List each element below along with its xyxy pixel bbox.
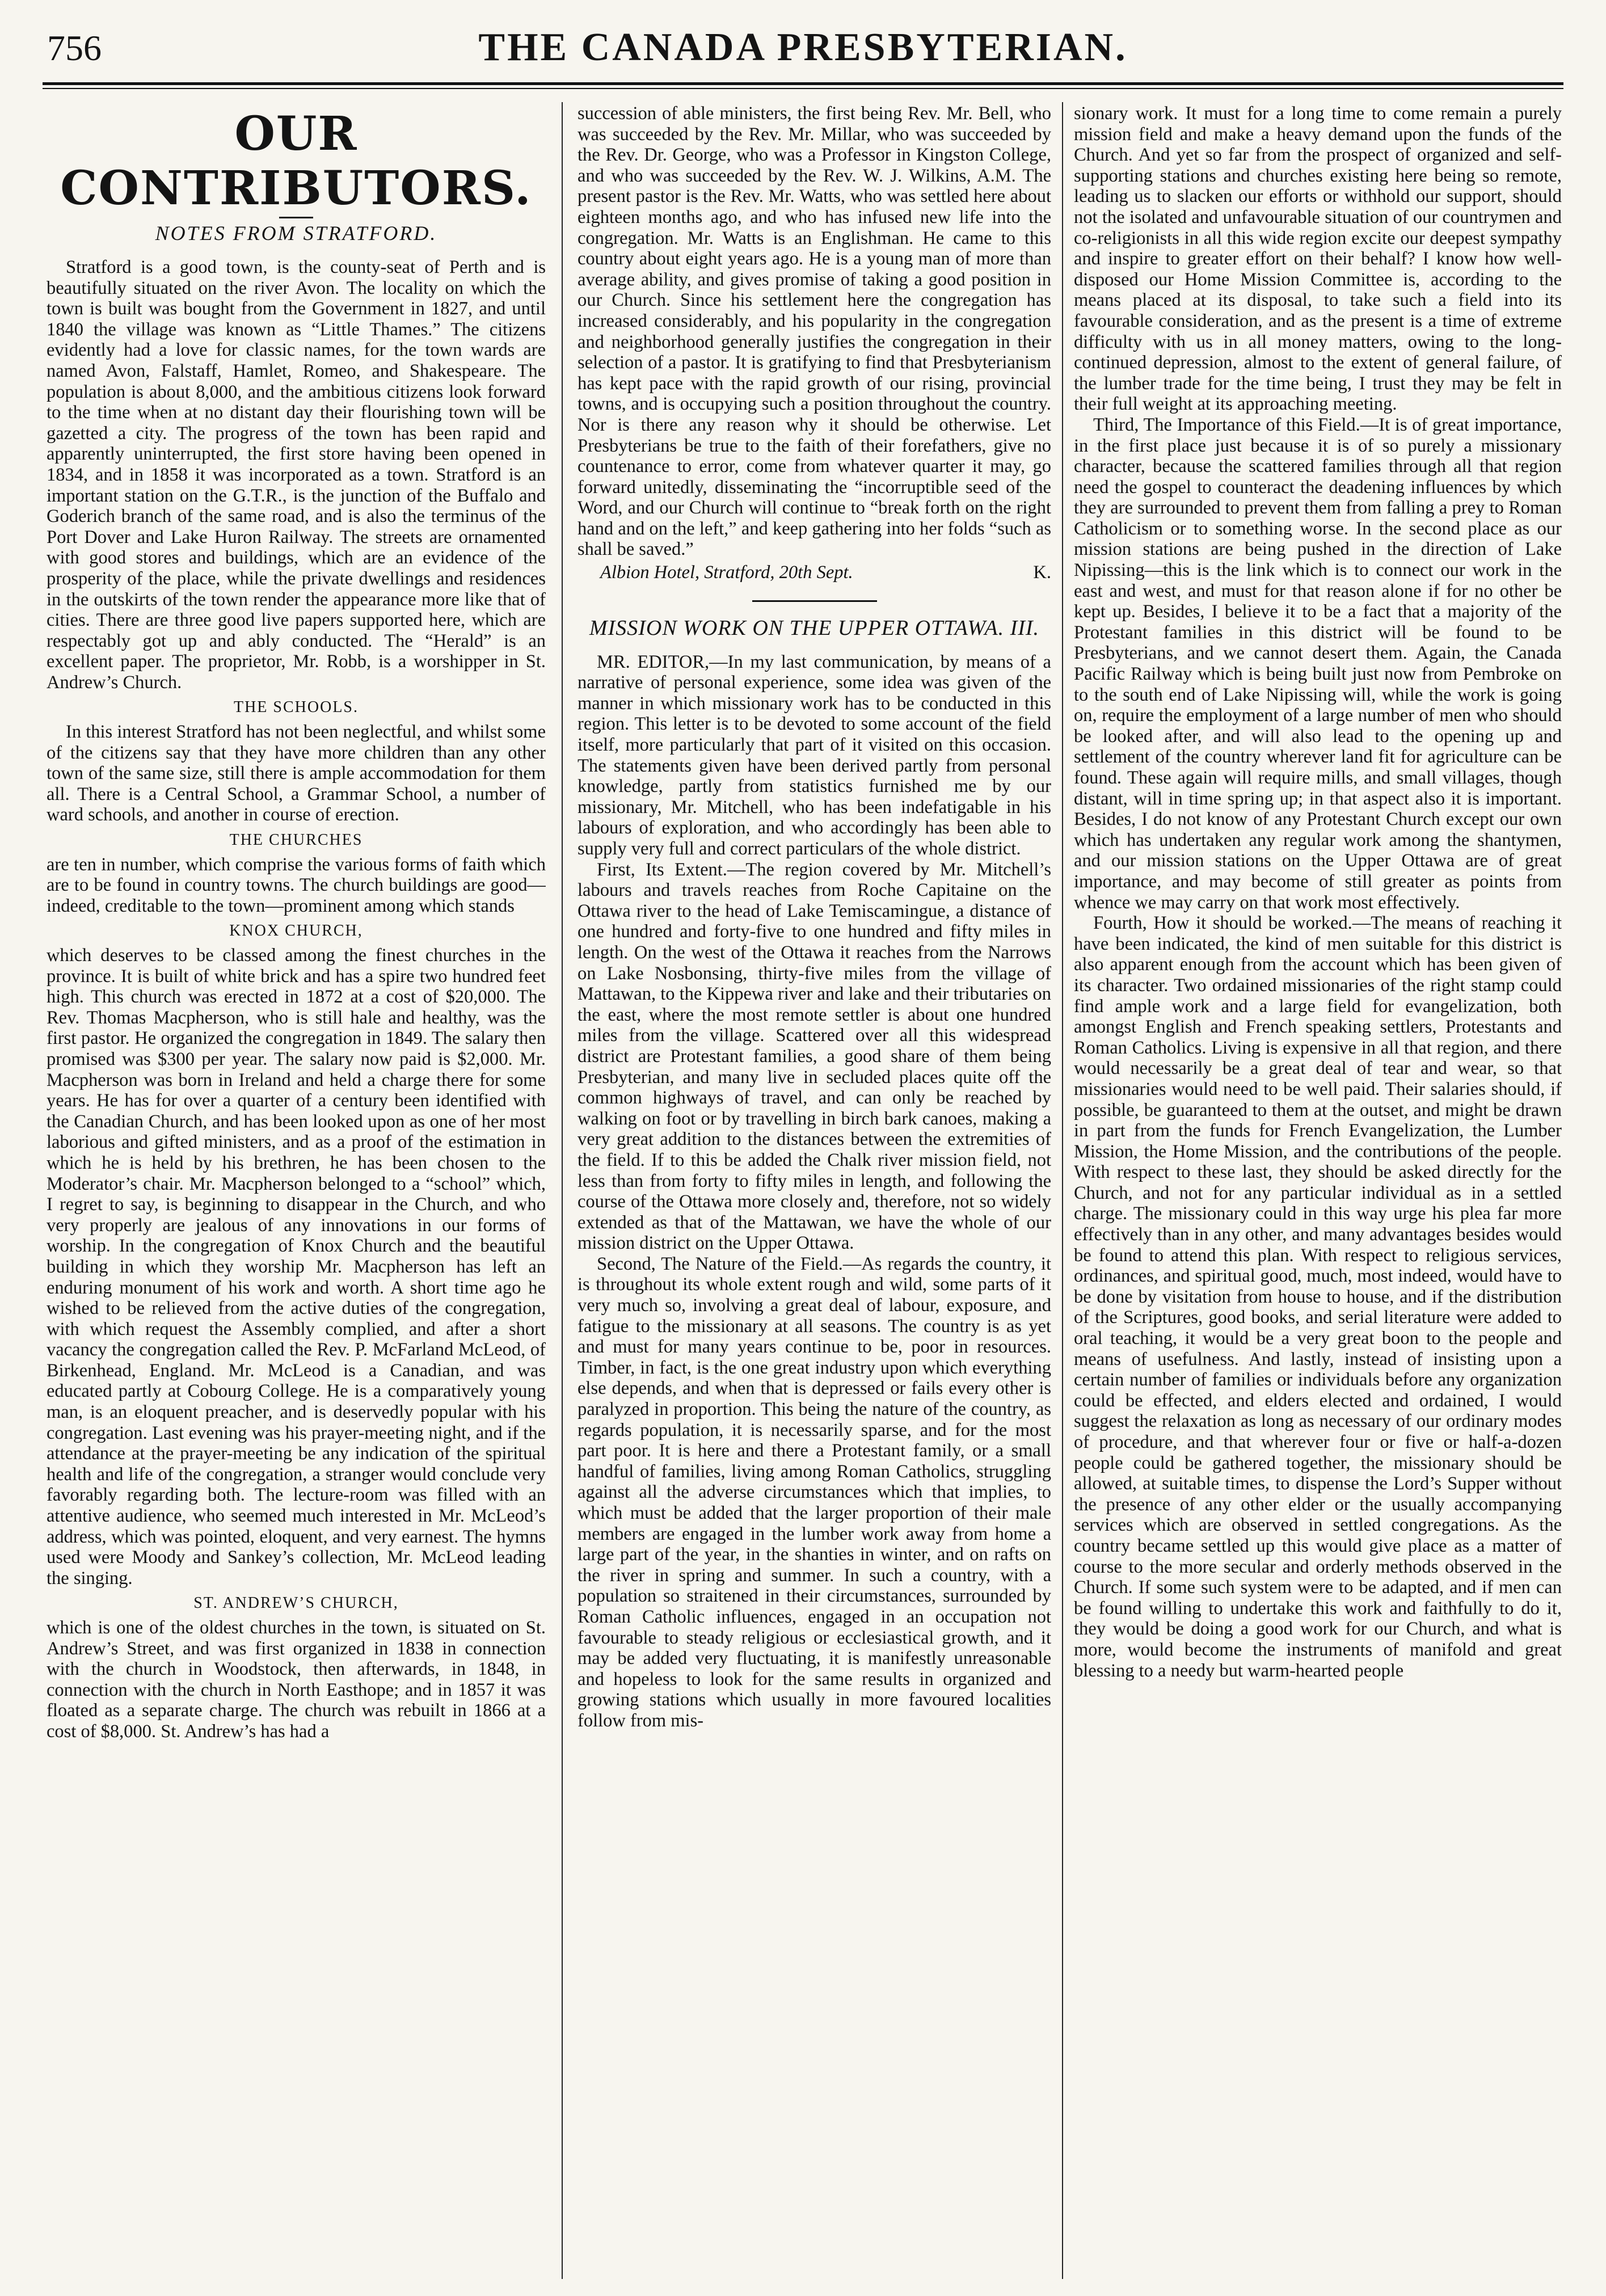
article-separator	[752, 600, 877, 602]
column-1	[47, 103, 546, 2276]
banner-rule	[279, 217, 313, 218]
paragraph: succession of able ministers, the first being Rev. Mr. Bell, who was succeeded by the Rev. Mr. Millar, who was succeeded by the Rev. Dr. George, who was a Professor in Kingston College, and who was succeeded by the Rev. W. J. Wilkins, A.M. The present pastor is the Rev. Mr. Watts, who was settled here about eighteen months ago, and who has infused new life into the congregation. Mr. Watts is an Englishman. He came to this country about eight years ago. He is a young man of more than average ability, and gives promise of taking a good position in our Church. Since his settlement here the congregation has increased considerably, and his popularity in the congregation and neighborhood generally justifies the congregation in their selection of a pastor. It is gratifying to find that Presbyterianism has kept pace with the rapid growth of our rising, provincial towns, and is occupying such a position throughout the country. Nor is there any reason why it should be otherwise. Let Presbyterians be true to the faith of their forefathers, give no countenance to error, come from whatever quarter it may, go forward unitedly, disseminating the “incorruptible seed of the Word, and our Church will continue to “break forth on the right hand and on the left,” and keep gathering into her folds “such as shall be saved.”	[578, 103, 1051, 560]
subheading: ST. ANDREW’S CHURCH,	[193, 1594, 399, 1612]
article-title: MISSION WORK ON THE UPPER OTTAWA. III.	[589, 616, 1040, 640]
paragraph: are ten in number, which comprise the various forms of faith which are to be found in country towns. The church buildings are good—indeed, creditable to the town—prominent among which stands	[47, 854, 546, 916]
section-banner: OUR CONTRIBUTORS.	[60, 107, 532, 216]
page-header	[43, 16, 1563, 78]
subheading: THE CHURCHES	[229, 831, 363, 849]
header-rule-thin	[43, 88, 1563, 89]
signature-place: Albion Hotel, Stratford, 20th Sept.	[600, 562, 853, 583]
signature-initial: K.	[1033, 562, 1051, 583]
column-3	[1074, 103, 1562, 2276]
paragraph: which deserves to be classed among the finest churches in the province. It is built of white brick and has a spire two hundred feet high. This church was erected in 1872 at a cost of $20,000. The Rev. Thomas Macpherson, who is still hale and healthy, was the first pastor. He organized the congregation in 1849. The salary then promised was $300 per year. The salary now paid is $2,000. Mr. Macpherson was born in Ireland and held a charge there for some years. He has for over a quarter of a century been identified with the Canadian Church, and has been looked upon as one of her most laborious and gifted ministers, and as a proof of the estimation in which he is held by his brethren, he has been chosen to the Moderator’s chair. Mr. Macpherson belonged to a “school” which, I regret to say, is beginning to disappear in the Church, and who very properly are jealous of any innovations in our forms of worship. In the congregation of Knox Church and the beautiful building in which they worship Mr. Macpherson has left an enduring monument of his work and worth. A short time ago he wished to be relieved from the active duties of the congregation, with which request the Assembly complied, and after a short vacancy the congregation called the Rev. P. McFarland McLeod, of Birkenhead, England. Mr. McLeod is a Canadian, and was educated partly at Cobourg College. He is a comparatively young man, is an eloquent preacher, and is deservedly popular with his congregation. Last evening was his prayer-meeting night, and if the attendance at the prayer-meeting be any indication of the spiritual health and life of the congregation, a stranger would conclude very favorably regarding both. The lecture-room was filled with an attentive audience, who seemed much interested in Mr. McLeod’s address, which was pointed, eloquent, and very earnest. The hymns used were Moody and Sankey’s collection, Mr. McLeod leading the singing.	[47, 945, 546, 1589]
article-title: NOTES FROM STRATFORD.	[155, 222, 437, 245]
paragraph: Second, The Nature of the Field.—As regards the country, it is throughout its whole extent rough and wild, some parts of it very much so, involving a great deal of labour, exposure, and fatigue to the missionary at all seasons. The country is as yet and must for many years continue to be, poor in resources. Timber, in fact, is the one great industry upon which everything else depends, and when that is depressed or fails every other is paralyzed in proportion. This being the nature of the country, as regards population, it is necessarily sparse, and for the most part poor. It is here and there a Protestant family, or a small handful of families, living among Roman Catholics, struggling against all the adverse circumstances which that implies, to which must be added that the larger proportion of their male members are engaged in the lumber work away from home a large part of the year, in the shanties in winter, and on rafts on the river in spring and summer. In such a country, with a population so straitened in their circumstances, surrounded by Roman Catholic influences, engaged in an occupation not favourable to steady religious or ecclesiastical growth, and it may be added very fluctuating, it is manifestly unreasonable and hopeless to look for the same results in organized and growing stations which usually in more favoured localities follow from mis-	[578, 1253, 1051, 1731]
paragraph: Fourth, How it should be worked.—The means of reaching it have been indicated, the kind of men suitable for this district is also apparent enough from the account which has been given of its character. Two ordained missionaries of the right stamp could find ample work and a large field for evangelization, both amongst English and French speaking settlers, Protestants and Roman Catholics. Living is expensive in all that region, and there would necessarily be a great deal of tear and wear, so that missionaries would need to be well paid. Their salaries should, if possible, be guaranteed to them at the outset, and might be drawn in part from the funds for French Evangelization, the Lumber Mission, the Home Mission, and the contributions of the people. With respect to these last, they should be asked directly for the Church, and not for any particular individual as in a settled charge. The missionary could in this way urge his plea far more effectively than in any other, and many advantages besides would be found to attend this plan. With respect to religious services, ordinances, and spiritual good, much, most indeed, would have to be done by visitation from house to house, and if the distribution of the Scriptures, good books, and serial literature were added to oral teaching, it would be a very great boon to the people and means of usefulness. And lastly, instead of insisting upon a certain number of families or individuals before any organization could be effected, and elders elected and ordained, I would suggest the relaxation as long as necessary of our ordinary modes of procedure, and that wherever four or five or half-a-dozen people could be gathered together, the missionary should be allowed, at suitable times, to dispense the Lord’s Supper without the presence of any other elder or the usually accompanying services which are observed in settled congregations. As the country became settled up this would give place as a matter of course to the more secular and orderly methods observed in the Church. If some such system were to be adapted, and if men can be found willing to undertake this work and faithfully to do it, they would be doing a good work for our Church, and what is more, would become the instruments of manifold and great blessing to a needy but warm-hearted people	[1074, 913, 1562, 1681]
column-2	[578, 103, 1051, 2276]
signature-row	[600, 562, 1051, 583]
column-divider	[1062, 102, 1063, 2279]
paragraph: sionary work. It must for a long time to come remain a purely mission field and make a heavy demand upon the funds of the Church. And yet so far from the prospect of organized and self-supporting stations and churches existing here being so remote, leading us to slacken our efforts or withhold our support, should not the isolated and unfavourable situation of our countrymen and co-religionists in all this wide region excite our deepest sympathy and inspire to greater effort on their behalf? I know how well-disposed our Home Mission Committee is, according to the means placed at its disposal, to take such a field into its favourable consideration, and as the present is a time of extreme difficulty with us in all money matters, owing to the long-continued depression, almost to the extent of general failure, of the lumber trade for the time being, I trust they may be felt in their full weight at its approaching meeting.	[1074, 103, 1562, 415]
subheading: THE SCHOOLS.	[233, 698, 359, 717]
column-divider	[562, 102, 563, 2279]
paragraph: In this interest Stratford has not been neglectful, and whilst some of the citizens say that they have more children than any other town of the same size, still there is ample accommodation for them all. There is a Central School, a Grammar School, a number of ward schools, and another in course of erection.	[47, 722, 546, 825]
subheading: KNOX CHURCH,	[229, 922, 363, 940]
masthead-title: THE CANADA PRESBYTERIAN.	[478, 26, 1128, 69]
paragraph: Stratford is a good town, is the county-seat of Perth and is beautifully situated on the river Avon. The locality on which the town is built was bought from the Government in 1827, and until 1840 the village was known as “Little Thames.” The citizens evidently had a love for classic names, for the town wards are named Avon, Falstaff, Hamlet, Romeo, and Shakespeare. The population is about 8,000, and the ambitious citizens look forward to the time when at no distant day their flourishing town will be gazetted a city. The progress of the town has been rapid and apparently uninterrupted, the first store having been opened in 1834, and in 1858 it was incorporated as a town. Stratford is an important station on the G.T.R., is the junction of the Buffalo and Goderich branch of the same road, and is also the terminus of the Port Dover and Lake Huron Railway. The streets are ornamented with good stores and buildings, which are an evidence of the prosperity of the place, while the private dwellings and residences in the outskirts of the town render the appearance more like that of cities. There are three good live papers supported here, which are respectably got up and ably conducted. The “Herald” is an excellent paper. The proprietor, Mr. Robb, is a worshipper in St. Andrew’s Church.	[47, 257, 546, 693]
paragraph: which is one of the oldest churches in the town, is situated on St. Andrew’s Street, and was first organized in 1838 in connection with the church in Woodstock, then afterwards, in 1848, in connection with the church in North Easthope; and in 1857 it was floated as a separate charge. The church was rebuilt in 1866 at a cost of $8,000. St. Andrew’s has had a	[47, 1617, 546, 1742]
page-number: 756	[47, 28, 102, 68]
paragraph: Third, The Importance of this Field.—It is of great importance, in the first place just because it is of so purely a missionary character, because the scattered families through all that region need the gospel to counteract the deadening influences by which they are surrounded to prevent them from falling a prey to Roman Catholicism or to something worse. In the second place as our mission stations are being pushed in the direction of Lake Nipissing—this is the link which is to connect our work in the east and west, and must for that reason alone if for no other be kept up. Besides, I believe it to be a fact that a majority of the Protestant families in this district will be found to be Presbyterians, and we cannot desert them. Again, the Canada Pacific Railway which is being built just now from Pembroke on to the south end of Lake Nipissing will, while the work is going on, require the employment of a large number of men who should be looked after, and will also lead to the opening up and settlement of the country wherever land fit for agriculture can be found. These again will require mills, and small villages, though distant, will in time spring up; in that aspect also it is important. Besides, I do not know of any Protestant Church except our own which has undertaken any regular work among the shantymen, and our mission stations on the Upper Ottawa are of great importance, and may become of still greater as points from whence we may carry on that work most effectively.	[1074, 414, 1562, 913]
header-rule-thick	[43, 82, 1563, 85]
paragraph: MR. EDITOR,—In my last communication, by means of a narrative of personal experience, some idea was given of the manner in which missionary work has to be conducted in this region. This letter is to be devoted to some account of the field itself, more particularly that part of it visited on this occasion. The statements given have been derived partly from personal knowledge, partly from statistics furnished me by our missionary, Mr. Mitchell, who has been indefatigable in his labours of exploration, and who accordingly has been able to supply very full and correct particulars of the whole district.	[578, 651, 1051, 859]
paragraph: First, Its Extent.—The region covered by Mr. Mitchell’s labours and travels reaches from Roche Capitaine on the Ottawa river to the head of Lake Temiscamingue, a distance of one hundred and forty-five to one hundred and fifty miles in length. On the west of the Ottawa it reaches from the Narrows on Lake Nosbonsing, thirty-five miles from the village of Mattawan, to the Kippewa river and lake and their tributaries on the east, where the most remote settler is about one hundred miles from the village. Scattered over all this widespread district are Protestant families, a good share of them being Presbyterian, and many live in secluded places quite off the common highways of travel, and can only be reached by walking on foot or by travelling in birch bark canoes, making a very great addition to the distances between the extremities of the field. If to this be added the Chalk river mission field, not less than from forty to fifty miles in length, and following the course of the Ottawa more closely and, therefore, not so widely extended as that of the Mattawan, we have the whole of our mission district on the Upper Ottawa.	[578, 859, 1051, 1254]
